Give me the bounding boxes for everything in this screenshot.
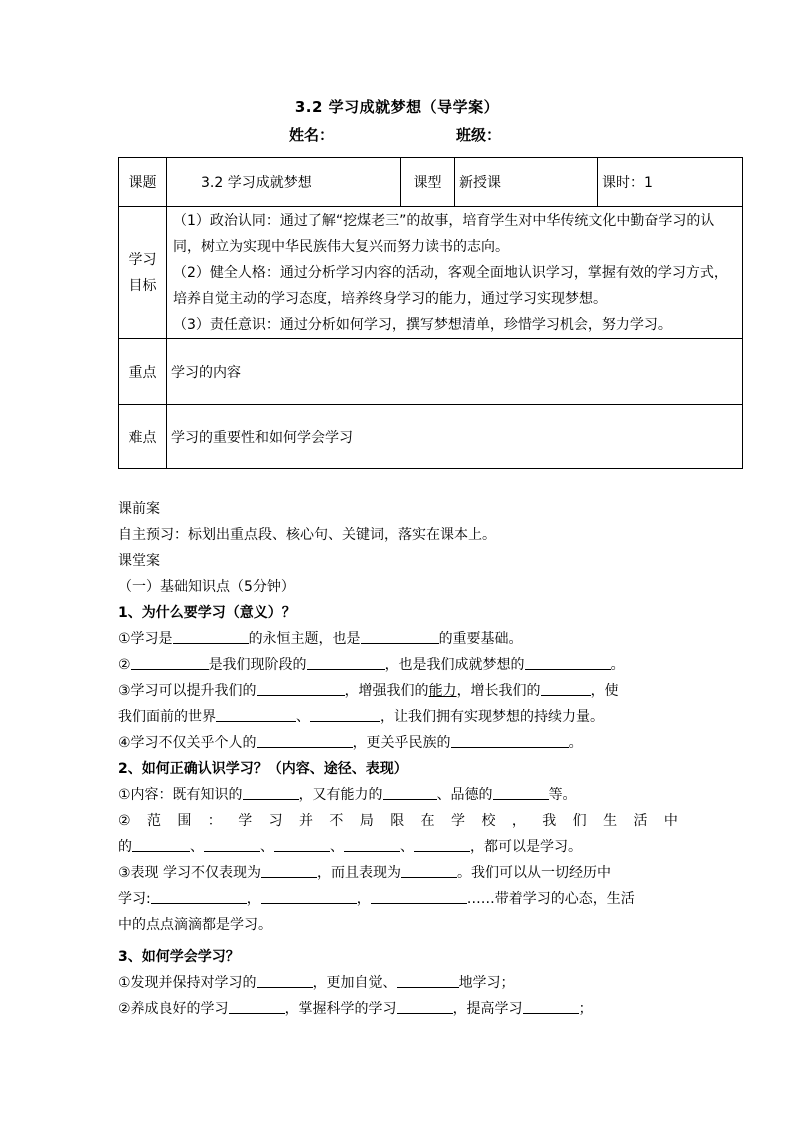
text-segment: 、 <box>330 839 344 855</box>
fill-blank[interactable] <box>243 784 299 800</box>
text-segment: 。 <box>610 657 625 673</box>
fill-blank[interactable] <box>541 680 591 696</box>
pre-class-heading: 课前案 <box>118 501 160 517</box>
text-segment: 范 <box>146 813 161 829</box>
text-segment: ①发现并保持对学习的 <box>118 975 257 991</box>
q1-line-5 <box>118 730 678 756</box>
worksheet-body <box>118 496 678 1022</box>
text-segment: ，增强我们的 <box>344 683 429 699</box>
text-segment: 的重要基础。 <box>438 631 523 647</box>
text-segment: ③学习可以提升我们的 <box>118 683 257 699</box>
text-segment: ； <box>578 1001 593 1017</box>
goal-item: （2）健全人格：通过分析学习内容的活动，客观全面地认识学习，掌握有效的学习方式，培养自觉主动的学习态度，培养终身学习的能力，通过学习实现梦想。 <box>173 264 728 307</box>
difficulty-label: 难点 <box>119 405 167 469</box>
text-segment: ，也是我们成就梦想的 <box>384 657 525 673</box>
fill-blank[interactable] <box>307 654 385 670</box>
text-segment: ， <box>246 891 261 907</box>
class-label: 班级： <box>456 126 502 144</box>
text-segment: 学 <box>238 813 253 829</box>
key-point-row <box>119 339 743 405</box>
name-label: 姓名： <box>289 126 335 144</box>
text-segment: ， <box>511 813 526 829</box>
goals-cell <box>167 207 743 339</box>
fill-blank[interactable] <box>132 836 190 852</box>
text-segment: ③表现 <box>118 865 159 881</box>
question-3-heading: 3、如何学会学习？ <box>118 949 240 965</box>
fill-blank[interactable] <box>310 706 380 722</box>
text-segment: ，提高学习 <box>452 1001 523 1017</box>
fill-blank[interactable] <box>397 972 459 988</box>
fill-blank[interactable] <box>525 654 611 670</box>
text-segment: ④学习不仅关乎个人的 <box>118 735 257 751</box>
text-segment: 的 <box>118 839 132 855</box>
q3-line-1 <box>118 970 678 996</box>
text-segment: ②养成良好的学习 <box>118 1001 229 1017</box>
topic-row <box>119 158 743 207</box>
type-label: 课型 <box>401 158 455 207</box>
underlined-word: 能力 <box>428 683 457 699</box>
fill-blank[interactable] <box>414 836 470 852</box>
text-segment: 。我们可以从一切经历中 <box>457 865 612 881</box>
text-segment: ①学习是 <box>118 631 173 647</box>
q2-line-1 <box>118 782 678 808</box>
text-segment: 等。 <box>548 787 577 803</box>
text-segment: 。 <box>568 735 583 751</box>
goal-item: （1）政治认同：通过了解“挖煤老三”的故事，培育学生对中华传统文化中勤奋学习的认同，树立为实现中华民族伟大复兴而努力读书的志向。 <box>173 212 715 255</box>
text-segment: 局 <box>359 813 374 829</box>
fill-blank[interactable] <box>229 998 285 1014</box>
text-segment: 围 <box>177 813 192 829</box>
in-class-heading: 课堂案 <box>118 553 160 569</box>
question-2-heading: 2、如何正确认识学习？（内容、途径、表现） <box>118 761 408 777</box>
text-segment: 地学习； <box>458 975 515 991</box>
fill-blank[interactable] <box>401 862 457 878</box>
fill-blank[interactable] <box>204 836 260 852</box>
topic-value: 3.2 学习成就梦想 <box>167 158 401 207</box>
text-segment: ，都可以是学习。 <box>470 839 582 855</box>
text-segment: 校 <box>481 813 496 829</box>
fill-blank[interactable] <box>173 628 249 644</box>
text-segment: 是我们现阶段的 <box>208 657 307 673</box>
fill-blank[interactable] <box>257 972 313 988</box>
text-segment: ①内容：既有知识的 <box>118 787 243 803</box>
text-segment: 学习不仅表现为 <box>163 865 262 881</box>
q3-line-2 <box>118 996 678 1022</box>
text-segment: 生 <box>603 813 618 829</box>
text-segment: ，使 <box>590 683 619 699</box>
goal-item: （3）责任意识：通过分析如何学习，撰写梦想清单，珍惜学习机会，努力学习。 <box>173 316 672 333</box>
difficulty-row <box>119 405 743 469</box>
fill-blank[interactable] <box>371 888 467 904</box>
text-segment: 、 <box>296 709 310 725</box>
goals-label: 学习目标 <box>119 207 167 339</box>
text-segment: 学习: <box>118 891 151 907</box>
q2-line-4 <box>118 860 678 886</box>
fill-blank[interactable] <box>361 628 439 644</box>
difficulty-value: 学习的重要性和如何学会学习 <box>167 405 743 469</box>
q1-line-1 <box>118 626 678 652</box>
text-segment: 中 <box>663 813 678 829</box>
text-segment: ： <box>207 813 222 829</box>
fill-blank[interactable] <box>451 732 569 748</box>
text-segment: 并 <box>299 813 313 829</box>
fill-blank[interactable] <box>216 706 296 722</box>
q2-line-2 <box>118 808 678 834</box>
fill-blank[interactable] <box>344 836 400 852</box>
text-segment: ，增长我们的 <box>456 683 541 699</box>
q1-line-4 <box>118 704 678 730</box>
fill-blank[interactable] <box>151 888 247 904</box>
section-heading: （一）基础知识点（5分钟） <box>118 579 295 595</box>
text-segment: 我 <box>542 813 557 829</box>
fill-blank[interactable] <box>257 732 353 748</box>
text-segment: 、品德的 <box>436 787 493 803</box>
text-segment: 在 <box>420 813 435 829</box>
text-segment: ……带着学习的心态，生活 <box>466 891 635 907</box>
fill-blank[interactable] <box>261 862 317 878</box>
q2-line-6: 中的点点滴滴都是学习。 <box>118 917 272 933</box>
key-point-label: 重点 <box>119 339 167 405</box>
text-segment: ，掌握科学的学习 <box>284 1001 397 1017</box>
fill-blank[interactable] <box>274 836 330 852</box>
fill-blank[interactable] <box>397 998 453 1014</box>
self-study-text: 自主预习：标划出重点段、核心句、关键词，落实在课本上。 <box>118 527 496 543</box>
text-segment: 的永恒主题，也是 <box>248 631 361 647</box>
text-segment: 、 <box>400 839 414 855</box>
fill-blank[interactable] <box>493 784 549 800</box>
text-segment: 限 <box>390 813 405 829</box>
text-segment: ② <box>118 813 131 829</box>
text-segment: ，更关乎民族的 <box>352 735 451 751</box>
text-segment: 习 <box>268 813 283 829</box>
fill-blank[interactable] <box>257 680 345 696</box>
fill-blank[interactable] <box>523 998 579 1014</box>
q1-line-3 <box>118 678 678 704</box>
text-segment: ，而且表现为 <box>317 865 402 881</box>
question-1-heading: 1、为什么要学习（意义）？ <box>118 605 296 621</box>
q1-line-2 <box>118 652 678 678</box>
text-segment: ，更加自觉、 <box>312 975 397 991</box>
fill-blank[interactable] <box>261 888 357 904</box>
lesson-plan-table <box>118 157 743 469</box>
q2-line-5 <box>118 886 678 912</box>
text-segment: ， <box>356 891 371 907</box>
q2-line-3 <box>118 834 678 860</box>
text-segment: 们 <box>572 813 587 829</box>
fill-blank[interactable] <box>383 784 437 800</box>
text-segment: 学 <box>451 813 466 829</box>
text-segment: 、 <box>260 839 274 855</box>
text-segment: 我们面前的世界 <box>118 709 216 725</box>
text-segment: ，又有能力的 <box>298 787 383 803</box>
topic-label: 课题 <box>119 158 167 207</box>
text-segment: 不 <box>329 813 344 829</box>
goals-row <box>119 207 743 339</box>
period-value: 课时：1 <box>598 158 743 207</box>
text-segment: ② <box>118 657 131 673</box>
text-segment: ，让我们拥有实现梦想的持续力量。 <box>380 709 604 725</box>
page-title: 3.2 学习成就梦想（导学案） <box>294 98 500 116</box>
key-point-value: 学习的内容 <box>167 339 743 405</box>
text-segment: 、 <box>190 839 204 855</box>
text-segment: 活 <box>633 813 648 829</box>
fill-blank[interactable] <box>131 654 209 670</box>
type-value: 新授课 <box>455 158 598 207</box>
